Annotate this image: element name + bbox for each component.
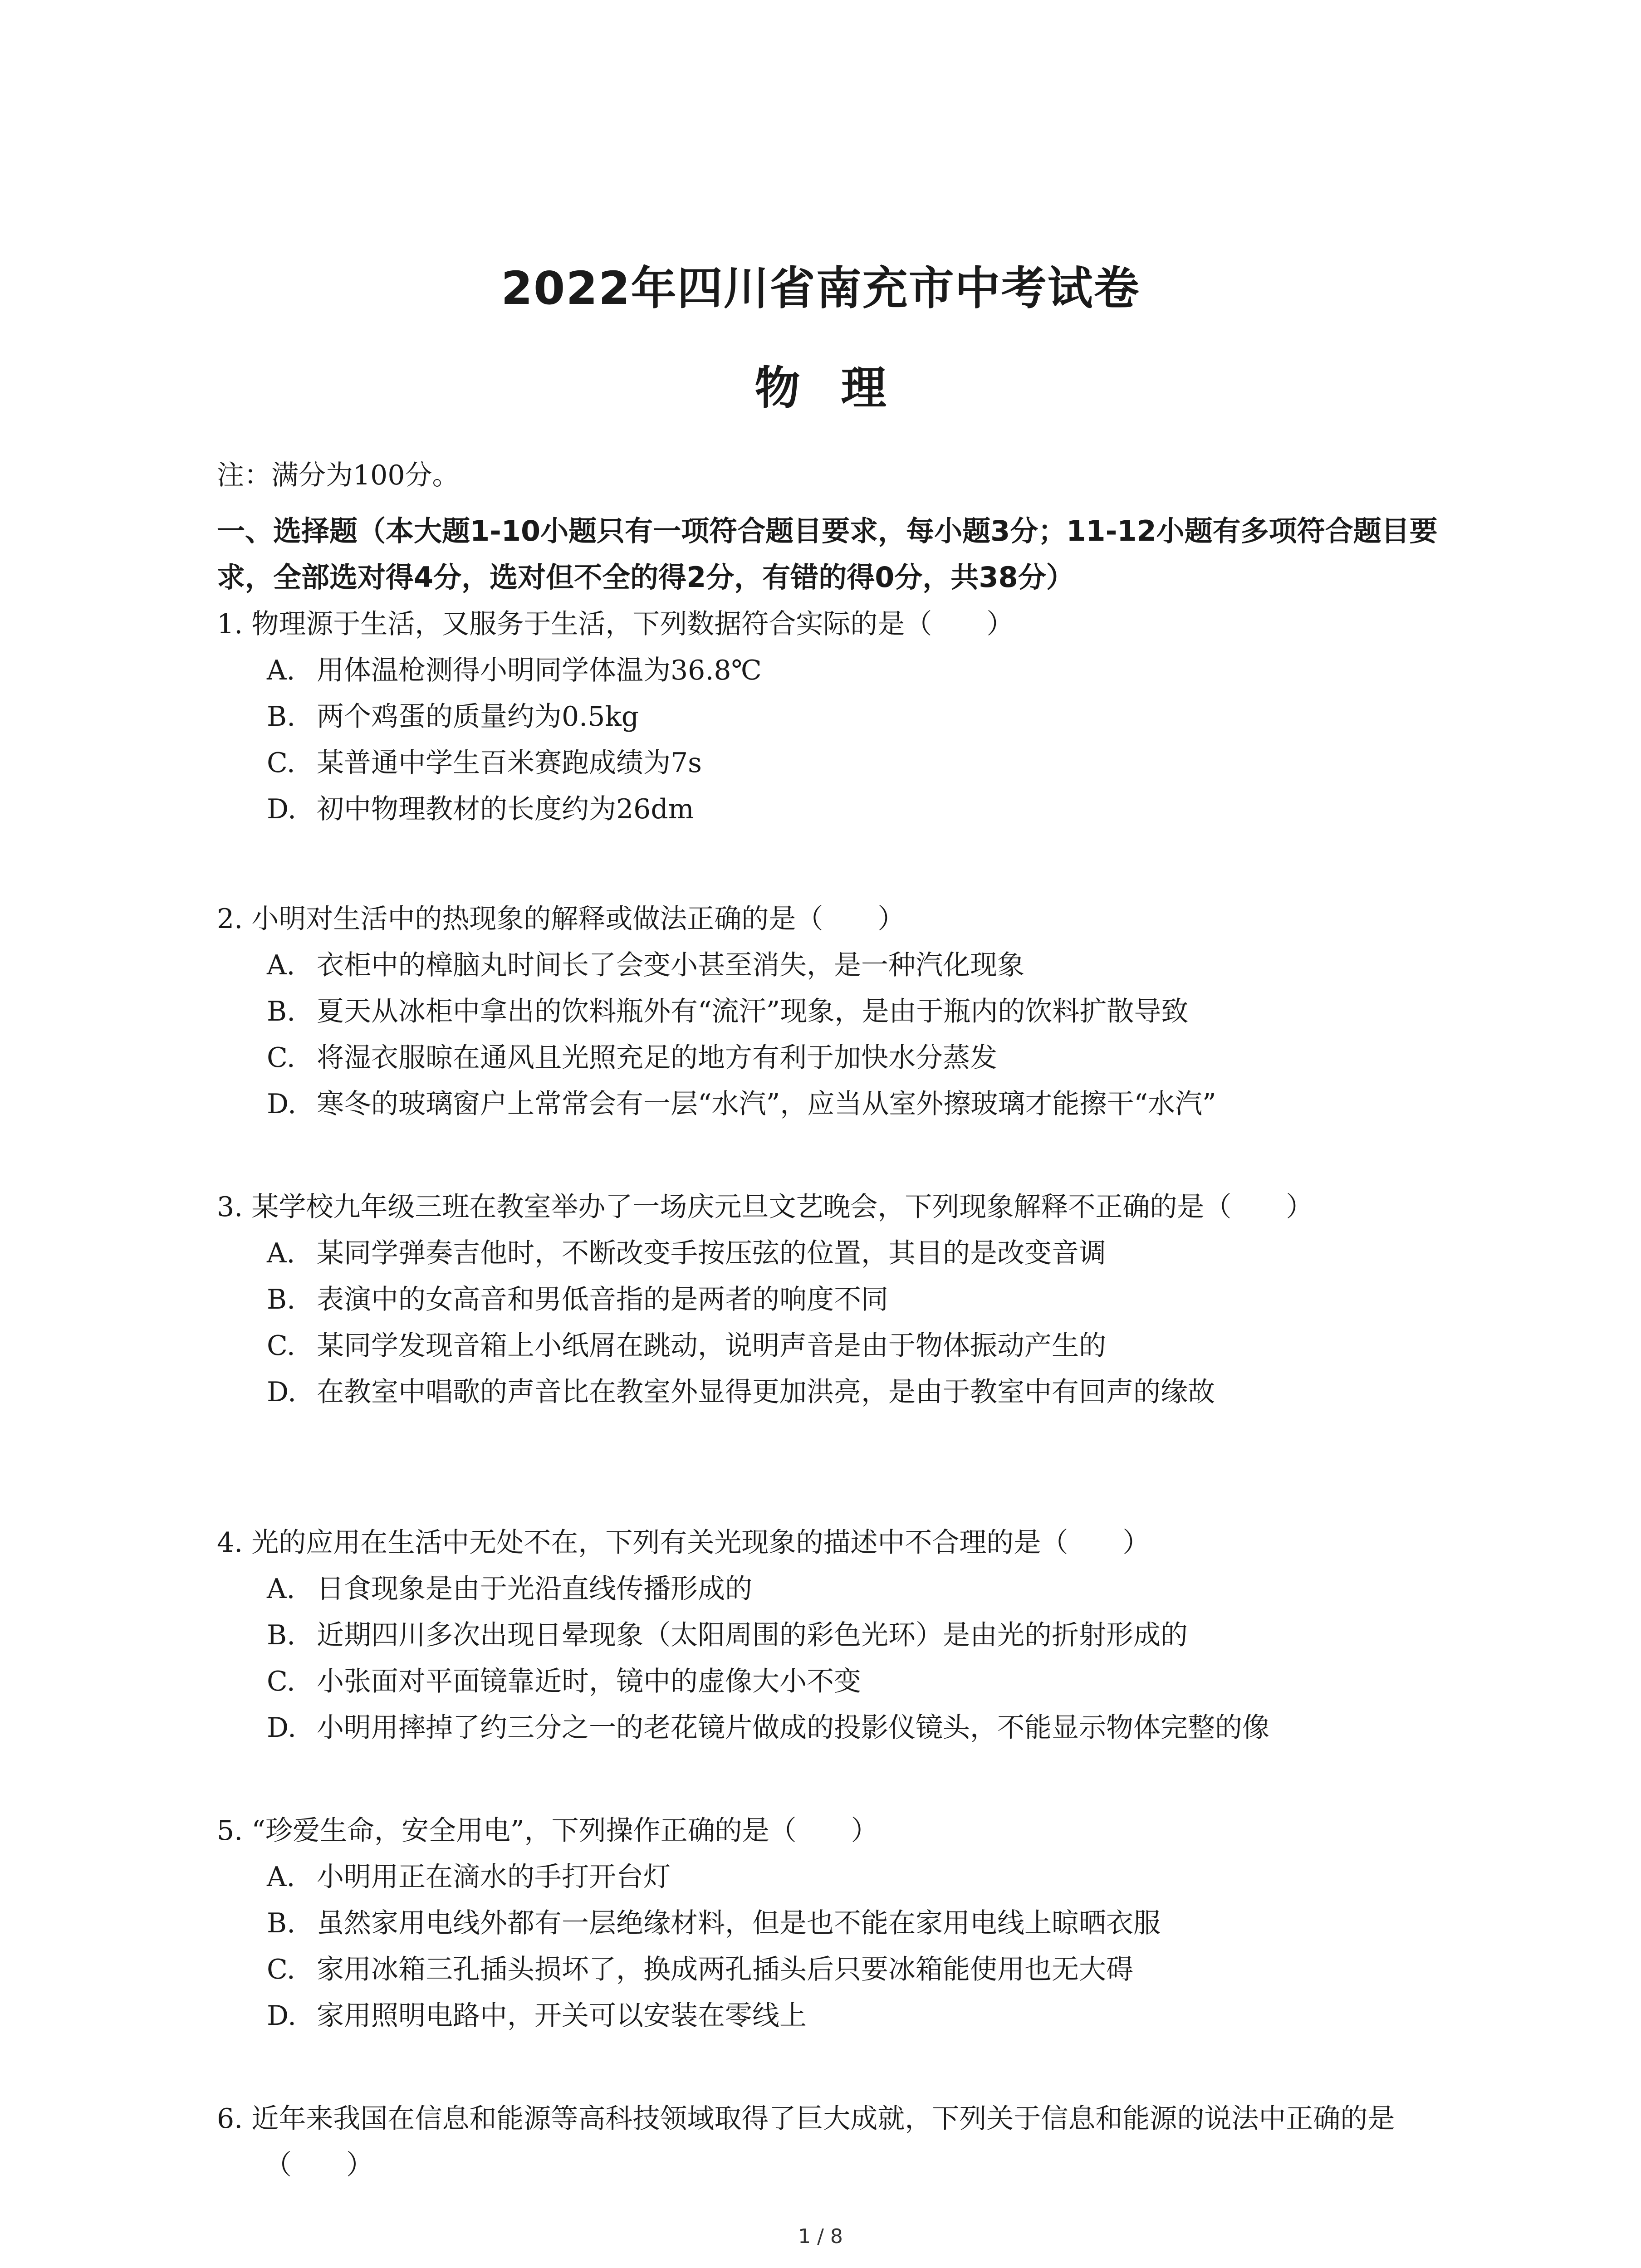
option-letter: A. [267,949,295,981]
option-list [217,942,1460,1127]
option-letter: A. [267,1237,295,1269]
option-b [217,1612,1460,1658]
option-a [217,647,1460,694]
question-stem: 6. 近年来我国在信息和能源等高科技领域取得了巨大成就，下列关于信息和能源的说法中正确的是（ ） [217,2103,1395,2181]
option-letter: C. [267,1042,295,1074]
option-text: 两个鸡蛋的质量约为0.5kg [317,701,639,733]
option-a [217,1566,1460,1612]
option-c [217,1946,1460,1993]
score-note: 注：满分为100分。 [217,459,460,491]
option-d [217,786,1460,832]
option-a [217,1854,1460,1900]
option-text: 寒冬的玻璃窗户上常常会有一层“水汽”，应当从室外擦玻璃才能擦干“水汽” [317,1088,1216,1120]
option-text: 家用冰箱三孔插头损坏了，换成两孔插头后只要冰箱能使用也无大碍 [317,1954,1133,1985]
option-text: 某同学发现音箱上小纸屑在跳动，说明声音是由于物体振动产生的 [317,1330,1106,1362]
option-letter: B. [267,701,296,733]
option-letter: C. [267,1954,295,1985]
option-letter: D. [267,1376,297,1408]
option-text: 将湿衣服晾在通风且光照充足的地方有利于加快水分蒸发 [317,1042,997,1074]
option-list [217,1854,1460,2039]
option-c [217,740,1460,786]
option-a [217,1230,1460,1276]
option-list [217,1230,1460,1415]
option-c [217,1323,1460,1369]
option-list [217,1566,1460,1751]
option-c [217,1658,1460,1705]
option-text: 某普通中学生百米赛跑成绩为7s [317,747,702,779]
option-text: 日食现象是由于光沿直线传播形成的 [317,1573,752,1605]
option-letter: D. [267,793,297,825]
option-list [217,647,1460,832]
option-b [217,1276,1460,1323]
option-d [217,1705,1460,1751]
question-stem: 5. “珍爱生命，安全用电”，下列操作正确的是（ ） [217,1815,878,1847]
option-letter: B. [267,1619,296,1651]
option-letter: D. [267,2000,297,2032]
option-text: 衣柜中的樟脑丸时间长了会变小甚至消失，是一种汽化现象 [317,949,1024,981]
option-letter: A. [267,1573,295,1605]
option-d [217,1369,1460,1415]
question-1 [217,601,1460,832]
option-c [217,1035,1460,1081]
option-d [217,1993,1460,2039]
option-letter: C. [267,1330,295,1362]
question-2 [217,896,1460,1127]
option-letter: C. [267,1666,295,1697]
question-3 [217,1184,1460,1415]
option-letter: A. [267,1861,295,1893]
page-number: 1 / 8 [798,2225,843,2248]
option-letter: B. [267,996,296,1027]
subject-title: 物理 [754,362,927,415]
option-b [217,988,1460,1035]
option-letter: A. [267,655,295,686]
option-text: 近期四川多次出现日晕现象（太阳周围的彩色光环）是由光的折射形成的 [317,1619,1188,1651]
option-text: 夏天从冰柜中拿出的饮料瓶外有“流汗”现象，是由于瓶内的饮料扩散导致 [317,996,1189,1027]
question-5 [217,1808,1460,2039]
option-text: 在教室中唱歌的声音比在教室外显得更加洪亮，是由于教室中有回声的缘故 [317,1376,1215,1408]
question-stem: 3. 某学校九年级三班在教室举办了一场庆元旦文艺晚会，下列现象解释不正确的是（ ） [217,1191,1313,1223]
question-6 [217,2096,1460,2188]
option-letter: D. [267,1712,297,1744]
question-4 [217,1520,1460,1751]
option-letter: B. [267,1907,296,1939]
option-letter: C. [267,747,295,779]
question-stem: 1. 物理源于生活，又服务于生活，下列数据符合实际的是（ ） [217,608,1014,640]
question-stem: 4. 光的应用在生活中无处不在，下列有关光现象的描述中不合理的是（ ） [217,1527,1150,1559]
option-letter: D. [267,1088,297,1120]
option-d [217,1081,1460,1127]
option-text: 表演中的女高音和男低音指的是两者的响度不同 [317,1284,888,1315]
option-text: 小明用摔掉了约三分之一的老花镜片做成的投影仪镜头，不能显示物体完整的像 [317,1712,1269,1744]
question-stem: 2. 小明对生活中的热现象的解释或做法正确的是（ ） [217,903,905,935]
section-heading: 一、选择题（本大题1-10小题只有一项符合题目要求，每小题3分；11-12小题有多项符合题目要求，全部选对得4分，选对但不全的得2分，有错的得0分，共38分） [217,514,1438,594]
option-a [217,942,1460,988]
option-text: 初中物理教材的长度约为26dm [317,793,694,825]
option-text: 某同学弹奏吉他时，不断改变手按压弦的位置，其目的是改变音调 [317,1237,1106,1269]
option-text: 用体温枪测得小明同学体温为36.8℃ [317,655,762,686]
option-text: 小张面对平面镜靠近时，镜中的虚像大小不变 [317,1666,861,1697]
option-b [217,1900,1460,1946]
option-b [217,694,1460,740]
option-text: 虽然家用电线外都有一层绝缘材料，但是也不能在家用电线上晾晒衣服 [317,1907,1161,1939]
option-text: 小明用正在滴水的手打开台灯 [317,1861,671,1893]
option-text: 家用照明电路中，开关可以安装在零线上 [317,2000,807,2032]
option-letter: B. [267,1284,296,1315]
exam-title: 2022年四川省南充市中考试卷 [501,262,1140,315]
